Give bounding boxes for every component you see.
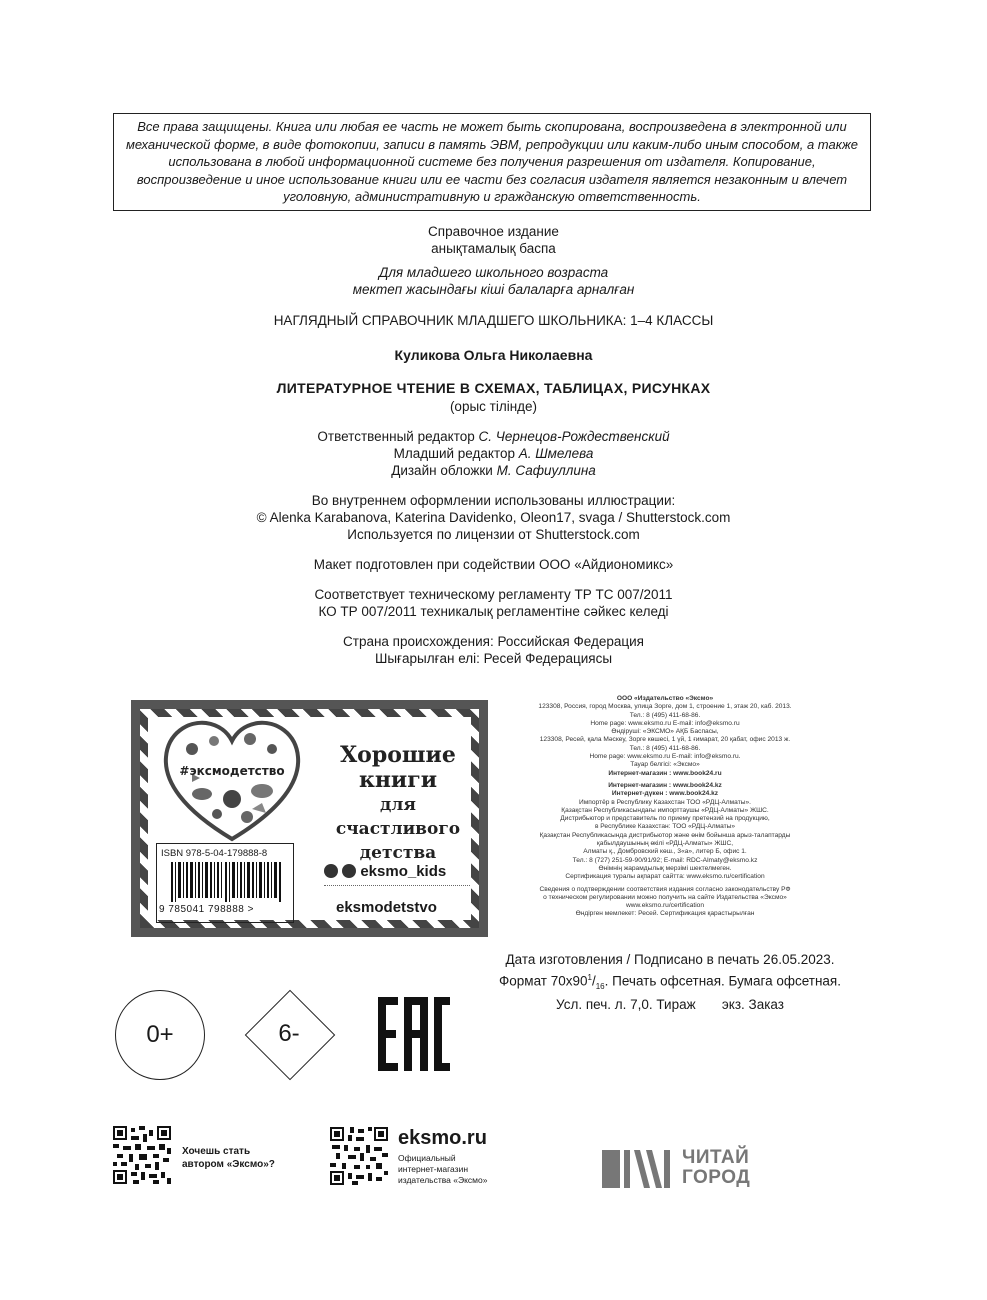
edition-age-ru: Для младшего школьного возраста [378,265,609,280]
publisher-line: Өндірген мемлекет: Ресей. Сертификация қарастырылған [575,910,755,918]
publisher-info [500,695,830,919]
origin-kz: Шығарылған елі: Ресей Федерациясы [374,651,613,666]
credit-role: Младший редактор [393,446,519,461]
slogan-line3: для счастливого [335,795,461,839]
language-note: (орыс тілінде) [449,399,538,414]
publisher-line: Алматы қ., Домбровский көш., 3«а», литер Б, офис 1. [583,848,747,856]
format-sup: 1 [587,973,592,982]
vk-icon [324,864,338,878]
publisher-line: Тел.: 8 (727) 251-59-90/91/92; E-mail: RDC-Almaty@eksmo.kz [572,856,758,864]
qr-author[interactable] [113,1126,171,1189]
publisher-line: Қазақстан Республикасындағы импорттаушы «РДЦ-Алматы» ЖШС. [561,806,769,814]
publisher-line: www.eksmo.ru/certification [625,902,705,910]
shop-line1: Официальный [398,1153,456,1163]
author-name: Куликова Ольга Николаевна [394,347,593,363]
credit-person: А. Шмелева [518,446,594,461]
publisher-line: Сертификация туралы ақпарат сайтта: www.eksmo.ru/certification [565,873,765,881]
publisher-line: Тел.: 8 (495) 411-68-86. [629,711,701,719]
heart-emblem [162,719,302,844]
heart-icon [162,719,302,844]
format-text-2: . Печать офсетная. Бумага офсетная. [604,973,841,989]
shop-line3: издательства «Эксмо» [398,1175,488,1185]
age-rating-6: 6- [278,1020,300,1047]
qr-shop[interactable] [330,1127,388,1190]
card-site: eksmodetstvo [336,899,437,916]
shop-site[interactable]: eksmo.ru [398,1127,487,1149]
print-info [470,951,870,1014]
social-handle: eksmo_kids [360,863,447,880]
publisher-line: Тауар белгісі: «Эксмо» [630,761,700,769]
book-stack-icon [602,1146,678,1190]
qr-code-icon [113,1126,171,1184]
isbn-box [156,843,294,923]
credit-role: Ответственный редактор [317,429,479,444]
series-title: НАГЛЯДНЫЙ СПРАВОЧНИК МЛАДШЕГО ШКОЛЬНИКА: 1–4 КЛАССЫ [273,313,714,328]
card-slogan [318,743,478,865]
edition-type-kz: анықтамалық баспа [431,241,556,256]
credit-editor [0,428,987,445]
publisher-line: Қазақстан Республикасында дистрибьютор және өнім бойынша арыз-талаптарды [539,831,791,839]
print-volume: Усл. печ. л. 7,0. Тираж экз. Заказ [556,997,784,1013]
card-divider [324,885,470,886]
barcode-icon [171,862,283,902]
format-sub: 16 [595,982,605,992]
edition-age-kz: мектеп жасындағы кіші балаларға арналған [352,282,635,297]
publisher-line: Өнімнің жарамдылық мерзімі шектелмеген. [598,864,732,872]
slogan-line2: книги [358,767,438,793]
rights-notice-text: Все права защищены. Книга или любая ее часть не может быть скопирована, воспроизведена в электронной или механической форме, в виде фотокопии, записи в память ЭВМ, репродукции или каким-либо иным способом, а также использована в любой информационной системе без получения разрешения от издателя. Копирование, воспроизведение и иное использование книги или ее части без согласия издателя является незаконным и влечет уголовную, административную и гражданскую ответственность. [125,119,859,204]
publisher-line: Интернет-дүкен : www.book24.kz [611,790,719,798]
shop-line2: интернет-магазин [398,1164,469,1174]
illustrations-line1: Во внутреннем оформлении использованы иллюстрации: [311,493,676,508]
print-format [470,969,870,996]
publisher-line: Тел.: 8 (495) 411-68-86. [629,744,701,752]
credit-junior-editor [0,445,987,462]
publisher-line: 123308, Россия, город Москва, улица Зорге, дом 1, строение 1, этаж 20, каб. 2013. [538,703,792,711]
publisher-line: Импортёр в Республику Казахстан ТОО «РДЦ-Алматы». [579,798,751,806]
age-rating-diamond [244,990,334,1078]
origin-ru: Страна происхождения: Российская Федерация [343,634,644,649]
illustrations-line2: © Alenka Karabanova, Katerina Davidenko, Oleon17, svaga / Shutterstock.com [256,510,731,525]
age-rating-circle [115,990,205,1080]
publisher-line: Home page: www.eksmo.ru E-mail: info@eksmo.ru [590,719,740,727]
illustrations-line3: Используется по лицензии от Shutterstock.com [347,527,640,542]
eac-mark [376,997,452,1071]
publisher-line: Интернет-магазин : www.book24.kz [608,781,722,789]
isbn-number: ISBN 978-5-04-179888-8 [161,848,268,859]
regulation-ru: Соответствует техническому регламенту ТР ТС 007/2011 [314,587,673,602]
publisher-line: Интернет-магазин : www.book24.ru [608,769,722,777]
heart-tag: #эксмодетство [179,764,285,778]
shop-info [398,1127,487,1186]
barcode-digits: 9 785041 798888 > [159,904,254,915]
credit-person: С. Чернецов-Рождественский [478,429,670,444]
rights-notice [113,113,871,211]
layout-note: Макет подготовлен при содействии ООО «Айдиономикс» [313,557,674,572]
credit-cover-design [0,462,987,479]
credit-person: М. Сафиуллина [496,463,596,478]
publisher-line: ООО «Издательство «Эксмо» [616,695,714,702]
publisher-line: Сведения о подтверждении соответствия издания согласно законодательству РФ [539,885,791,893]
author-cta-line1: Хочешь стать [182,1146,251,1157]
publisher-line: 123308, Ресей, қала Мәскеу, Зорге көшесі, 1 үй, 1 ғимарат, 20 қабат, офис 2013 ж. [539,736,791,744]
publisher-line: Home page: www.eksmo.ru E-mail: info@eksmo.ru. [589,753,741,761]
chitai-line2: ГОРОД [682,1167,751,1188]
publisher-line: о техническом регулировании можно получить на сайте Издательства «Эксмо» [543,893,787,901]
publisher-line: қабылдаушының өкілі «РДЦ-Алматы» ЖШС, [596,840,734,848]
chitai-line1: ЧИТАЙ [682,1147,750,1168]
age-rating-0: 0+ [146,1021,174,1048]
format-slash: / [591,973,596,989]
promo-card [131,700,488,937]
telegram-icon [342,864,356,878]
chitai-gorod-logo [602,1146,772,1190]
publisher-line: Дистрибьютор и представитель по приему претензий на продукцию, [560,815,770,823]
author-cta [182,1145,275,1171]
author-cta-line2: автором «Эксмо»? [182,1159,275,1170]
credit-role: Дизайн обложки [391,463,497,478]
eac-icon [376,997,452,1071]
regulation-kz: КО ТР 007/2011 техникалық регламентіне сәйкес келеді [318,604,669,619]
social-row [324,863,446,880]
edition-type-ru: Справочное издание [428,224,559,239]
slogan-line1: Хорошие [340,742,456,768]
qr-code-icon [330,1127,388,1185]
format-text: Формат 70х90 [499,973,588,989]
slogan-line4: детства [359,843,437,863]
publisher-line: в Республике Казахстан: ТОО «РДЦ-Алматы» [594,823,736,831]
promo-card-inner [148,717,471,920]
publisher-line: Өндіруші: «ЭКСМО» АҚБ Баспасы, [611,728,719,736]
print-date: Дата изготовления / Подписано в печать 26.05.2023. [505,952,835,967]
book-title: ЛИТЕРАТУРНОЕ ЧТЕНИЕ В СХЕМАХ, ТАБЛИЦАХ, РИСУНКАХ [276,380,711,396]
